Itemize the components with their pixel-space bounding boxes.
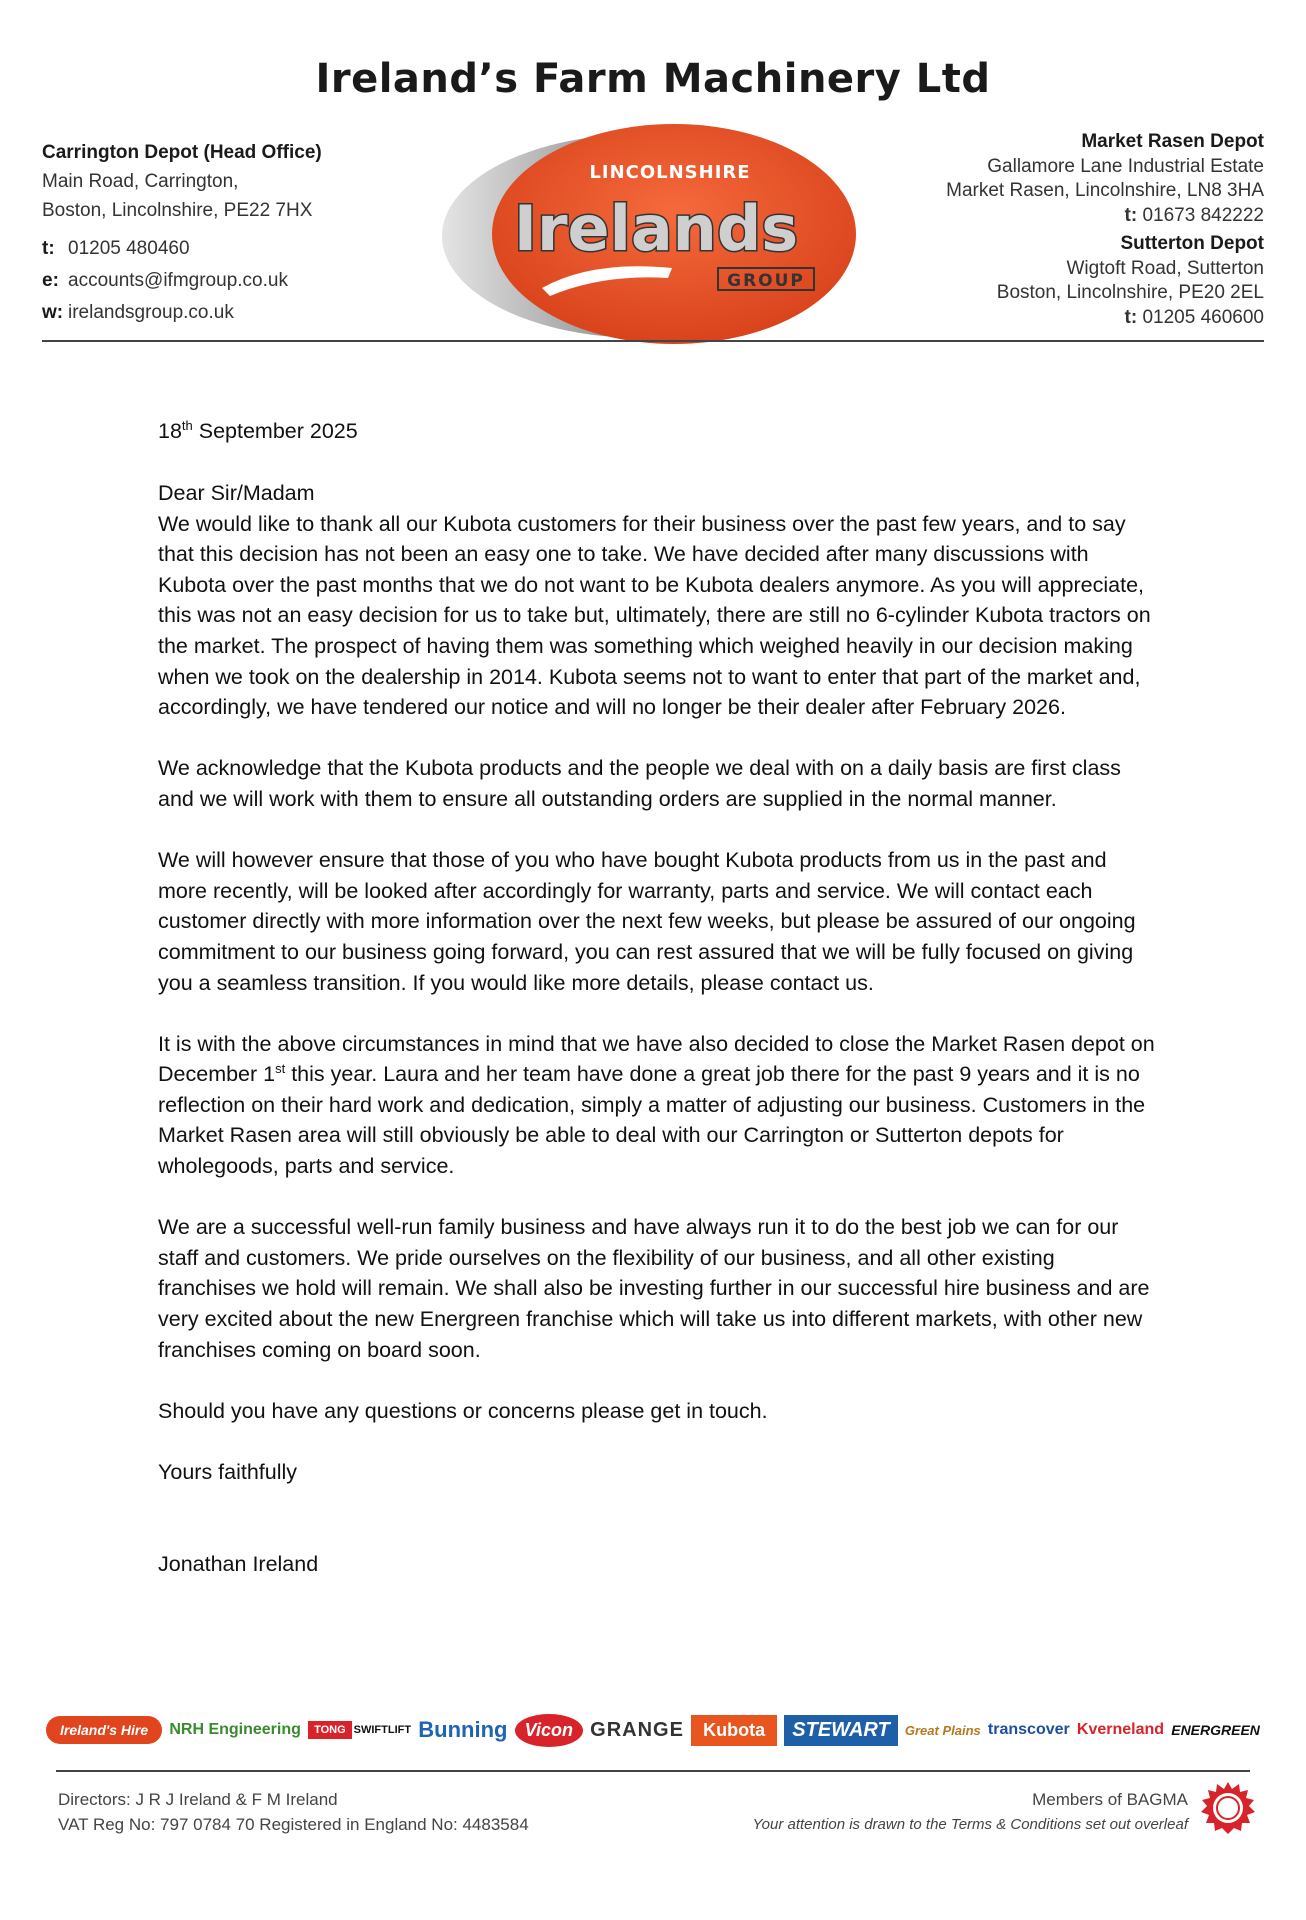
paragraph-6: Should you have any questions or concerns please get in touch. — [158, 1398, 768, 1423]
nrh-engineering-logo: NRH Engineering — [169, 1721, 301, 1738]
kverneland-logo: Kverneland — [1076, 1721, 1165, 1738]
directors: Directors: J R J Ireland & F M Ireland — [58, 1790, 338, 1809]
swiftlift-logo: SWIFTLIFT — [353, 1724, 412, 1736]
closing: Yours faithfully — [158, 1460, 298, 1484]
logo-bottom-text: GROUP — [727, 271, 805, 291]
paragraph-4-part-a: It is with the above circumstances in mind that we have also decided to close the Market Rasen depot on December 1 — [158, 1031, 1155, 1087]
transcover-logo: transcover — [987, 1721, 1070, 1738]
sutterton-address-2: Boston, Lincolnshire, PE20 2EL — [996, 282, 1264, 303]
paragraph-4-part-b: this year. Laura and her team have done a great job there for the past 9 years and it is no reflection on their hard work and dedication, simply a matter of adjusting our business. Customers in the Market Rasen area will still obviously be able to deal with our Carrington or Sutterton depots for wholegoods, parts and service. — [158, 1062, 1146, 1179]
paragraph-4 — [158, 1029, 1158, 1182]
letter-date — [158, 416, 1158, 447]
footer-divider — [56, 1770, 1250, 1772]
date-suffix: th — [181, 417, 193, 433]
bunning-logo: Bunning — [418, 1717, 508, 1742]
head-office-phone: 01205 480460 — [68, 238, 190, 259]
kubota-logo: Kubota — [691, 1715, 777, 1746]
tong-swiftlift-logo — [308, 1721, 411, 1739]
sutterton-phone-line — [946, 306, 1264, 331]
sutterton-name: Sutterton Depot — [1120, 233, 1264, 254]
salutation: Dear Sir/Madam — [158, 481, 315, 505]
membership-info — [752, 1787, 1188, 1837]
sutterton-phone: 01205 460600 — [1142, 306, 1264, 328]
email-label: e: — [42, 270, 59, 291]
header-divider — [42, 340, 1264, 342]
paragraph-2: We acknowledge that the Kubota products and the people we deal with on a daily basis are first class and we will work with them to ensure all outstanding orders are supplied in the normal manner. — [158, 756, 1121, 811]
irelands-group-logo — [442, 118, 862, 350]
brand-logo-strip — [46, 1708, 1260, 1752]
phone-label: t: — [1124, 306, 1138, 328]
great-plains-logo: Great Plains — [904, 1722, 981, 1738]
head-office-address — [42, 138, 322, 329]
market-rasen-address-1: Gallamore Lane Industrial Estate — [987, 155, 1264, 177]
energreen-logo: ENERGREEN — [1171, 1722, 1260, 1738]
logo-top-text: LINCOLNSHIRE — [589, 162, 751, 183]
paragraph-1: We would like to thank all our Kubota customers for their business over the past few years, and to say that this decision has not been an easy one to take. We have decided after many discussions with Kubota over the past months that we do not want to be Kubota dealers anymore. As you will appreciate, this was not an easy decision for us to take but, ultimately, there are still no 6-cylinder Kubota tractors on the market. The prospect of having them was something which weighed heavily in our decision making when we took on the dealership in 2014. Kubota seems not to want to enter that part of the market and, accordingly, we have tendered our notice and will no longer be their dealer after February 2026. — [158, 511, 1151, 720]
date-day: 18 — [158, 419, 182, 443]
other-depots — [946, 130, 1264, 330]
head-office-website: irelandsgroup.co.uk — [68, 302, 234, 323]
head-office-contact — [42, 233, 322, 329]
web-label: w: — [42, 302, 64, 323]
paragraph-3: We will however ensure that those of you who have bought Kubota products from us in the past and more recently, will be looked after accordingly for warranty, parts and service. We will contact each customer directly with more information over the next few weeks, but please be assured of our ongoing commitment to our business going forward, you can rest assured that we will be fully focused on giving you a seamless transition. If you would like more details, please contact us. — [158, 848, 1136, 995]
head-office-address-line-2: Boston, Lincolnshire, PE22 7HX — [42, 200, 313, 221]
head-office-email: accounts@ifmgroup.co.uk — [68, 270, 288, 291]
irelands-hire-logo: Ireland's Hire — [46, 1716, 162, 1744]
letter-body — [158, 478, 1158, 1579]
vicon-logo: Vicon — [515, 1714, 583, 1747]
tong-logo: TONG — [308, 1721, 352, 1739]
head-office-name: Carrington Depot (Head Office) — [42, 142, 322, 163]
sutterton-address-1: Wigtoft Road, Sutterton — [1066, 257, 1264, 279]
vat-registration: VAT Reg No: 797 0784 70 Registered in England No: 4483584 — [58, 1815, 529, 1834]
head-office-address-line-1: Main Road, Carrington, — [42, 171, 239, 192]
company-registration — [58, 1787, 529, 1837]
signature-name: Jonathan Ireland — [158, 1551, 319, 1576]
market-rasen-phone: 01673 842222 — [1142, 204, 1264, 226]
market-rasen-name: Market Rasen Depot — [1081, 131, 1264, 152]
paragraph-5: We are a successful well-run family business and have always run it to do the best job we can for our staff and customers. We pride ourselves on the flexibility of our business, and all other existing franchises we hold will remain. We shall also be investing further in our successful hire business and are very excited about the new Energreen franchise which will take us into different markets, with other new franchises coming on board soon. — [158, 1215, 1150, 1362]
logo-main-text: Irelands — [513, 192, 799, 265]
phone-label: t: — [42, 238, 55, 259]
market-rasen-phone-line — [946, 204, 1264, 229]
bagma-badge-icon — [1200, 1780, 1256, 1836]
phone-label: t: — [1124, 204, 1138, 226]
bagma-membership: Members of BAGMA — [1032, 1790, 1188, 1809]
stewart-logo: STEWART — [784, 1715, 897, 1746]
company-name: Ireland’s Farm Machinery Ltd — [315, 56, 991, 102]
date-month-year: September 2025 — [192, 419, 358, 443]
terms-notice: Your attention is drawn to the Terms & Conditions set out overleaf — [752, 1816, 1188, 1833]
grange-logo: GRANGE — [590, 1718, 684, 1741]
paragraph-4-suffix: st — [275, 1061, 286, 1077]
market-rasen-address-2: Market Rasen, Lincolnshire, LN8 3HA — [946, 180, 1264, 201]
